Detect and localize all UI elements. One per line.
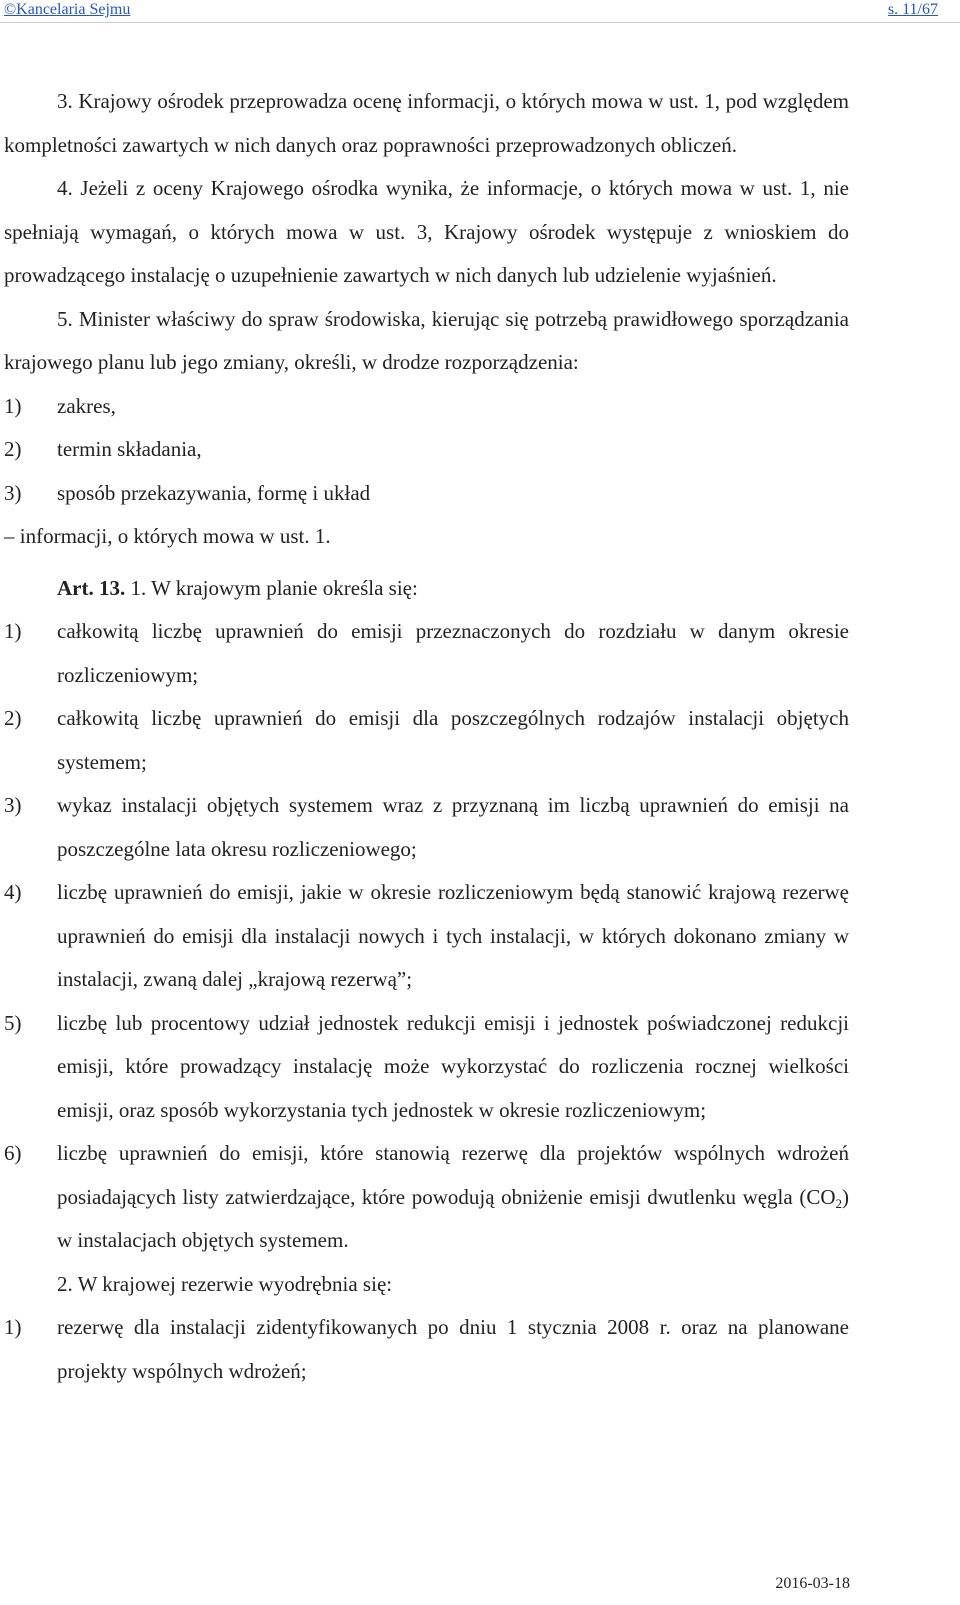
source-link[interactable]: ©Kancelaria Sejmu [4,1,131,18]
list-number: 4) [4,880,22,904]
list-text: liczbę lub procentowy udział jednostek redukcji emisji i jednostek poświadczonej redukcji emisji, które prowadzący instalację może wykorzystać do rozliczenia rocznej wielkości emisji, oraz sposób wykorzystania tych jednostek w okresie rozliczeniowym; [57,1010,849,1122]
list-item [4,1002,849,1133]
list-item [4,428,849,472]
subscript: 2 [835,1195,842,1211]
list-text: całkowitą liczbę uprawnień do emisji przeznaczonych do rozdziału w danym okresie rozliczeniowym; [57,619,849,687]
list-text-end: ) w instalacjach objętych systemem. [57,1184,849,1252]
list-number: 6) [4,1141,22,1165]
page-number-link[interactable]: s. 11/67 [887,1,938,18]
list-number: 1) [4,1315,22,1339]
list-number: 3) [4,793,22,817]
list-item [4,784,849,871]
article-13-intro [4,567,849,611]
list-tail: – informacji, o których mowa w ust. 1. [4,524,331,548]
list-text: liczbę uprawnień do emisji, jakie w okresie rozliczeniowym będą stanowić krajową rezerwę uprawnień do emisji dla instalacji nowych i tych instalacji, w których dokonano zmiany w instalacji, zwaną dalej „krajową rezerwą”; [57,880,849,991]
list-text: termin składania, [57,437,202,461]
list-number: 1) [4,393,22,418]
list-number: 2) [4,706,22,730]
list-number: 2) [4,437,22,461]
article-title: Art. 13. [57,575,126,600]
list-item [4,610,849,697]
list-text: rezerwę dla instalacji zidentyfikowanych po dniu 1 stycznia 2008 r. oraz na planowane projekty wspólnych wdrożeń; [57,1315,849,1383]
list-item [4,385,849,429]
list-item [4,1132,849,1263]
paragraph-4: 4. Jeżeli z oceny Krajowego ośrodka wynika, że informacje, o których mowa w ust. 1, nie spełniają wymagań, o których mowa w ust. 3, Krajowy ośrodek występuje z wnioskiem do prowadzącego instalację o uzupełnienie zawartych w nich danych lub udzielenie wyjaśnień. [4,176,849,287]
list-text: zakres, [57,393,116,418]
document-body [4,80,849,1393]
list-number: 1) [4,619,22,643]
list-item [4,1306,849,1393]
article-intro-text: 1. W krajowym planie określa się: [125,575,418,600]
list-number: 3) [4,480,22,505]
list-text: sposób przekazywania, formę i układ [57,480,371,505]
list-number: 5) [4,1010,22,1035]
list-item [4,871,849,1002]
paragraph-5: 5. Minister właściwy do spraw środowiska, kierując się potrzebą prawidłowego sporządzania krajowego planu lub jego zmiany, określi, w drodze rozporządzenia: [4,306,849,374]
list-item [4,472,849,516]
list-text: wykaz instalacji objętych systemem wraz z przyznaną im liczbą uprawnień do emisji na poszczególne lata okresu rozliczeniowego; [57,793,849,861]
list-item [4,697,849,784]
article-13-paragraph-2: 2. W krajowej rezerwie wyodrębnia się: [57,1271,393,1296]
paragraph-3: 3. Krajowy ośrodek przeprowadza ocenę informacji, o których mowa w ust. 1, pod względem kompletności zawartych w nich danych oraz poprawności przeprowadzonych obliczeń. [4,89,849,157]
page-header [0,0,960,23]
page-footer-date: 2016-03-18 [775,1575,850,1592]
list-text: całkowitą liczbę uprawnień do emisji dla poszczególnych rodzajów instalacji objętych systemem; [57,706,849,774]
list-text: liczbę uprawnień do emisji, które stanowią rezerwę dla projektów wspólnych wdrożeń posiadających listy zatwierdzające, które powodują obniżenie emisji dwutlenku węgla (CO [57,1141,849,1209]
